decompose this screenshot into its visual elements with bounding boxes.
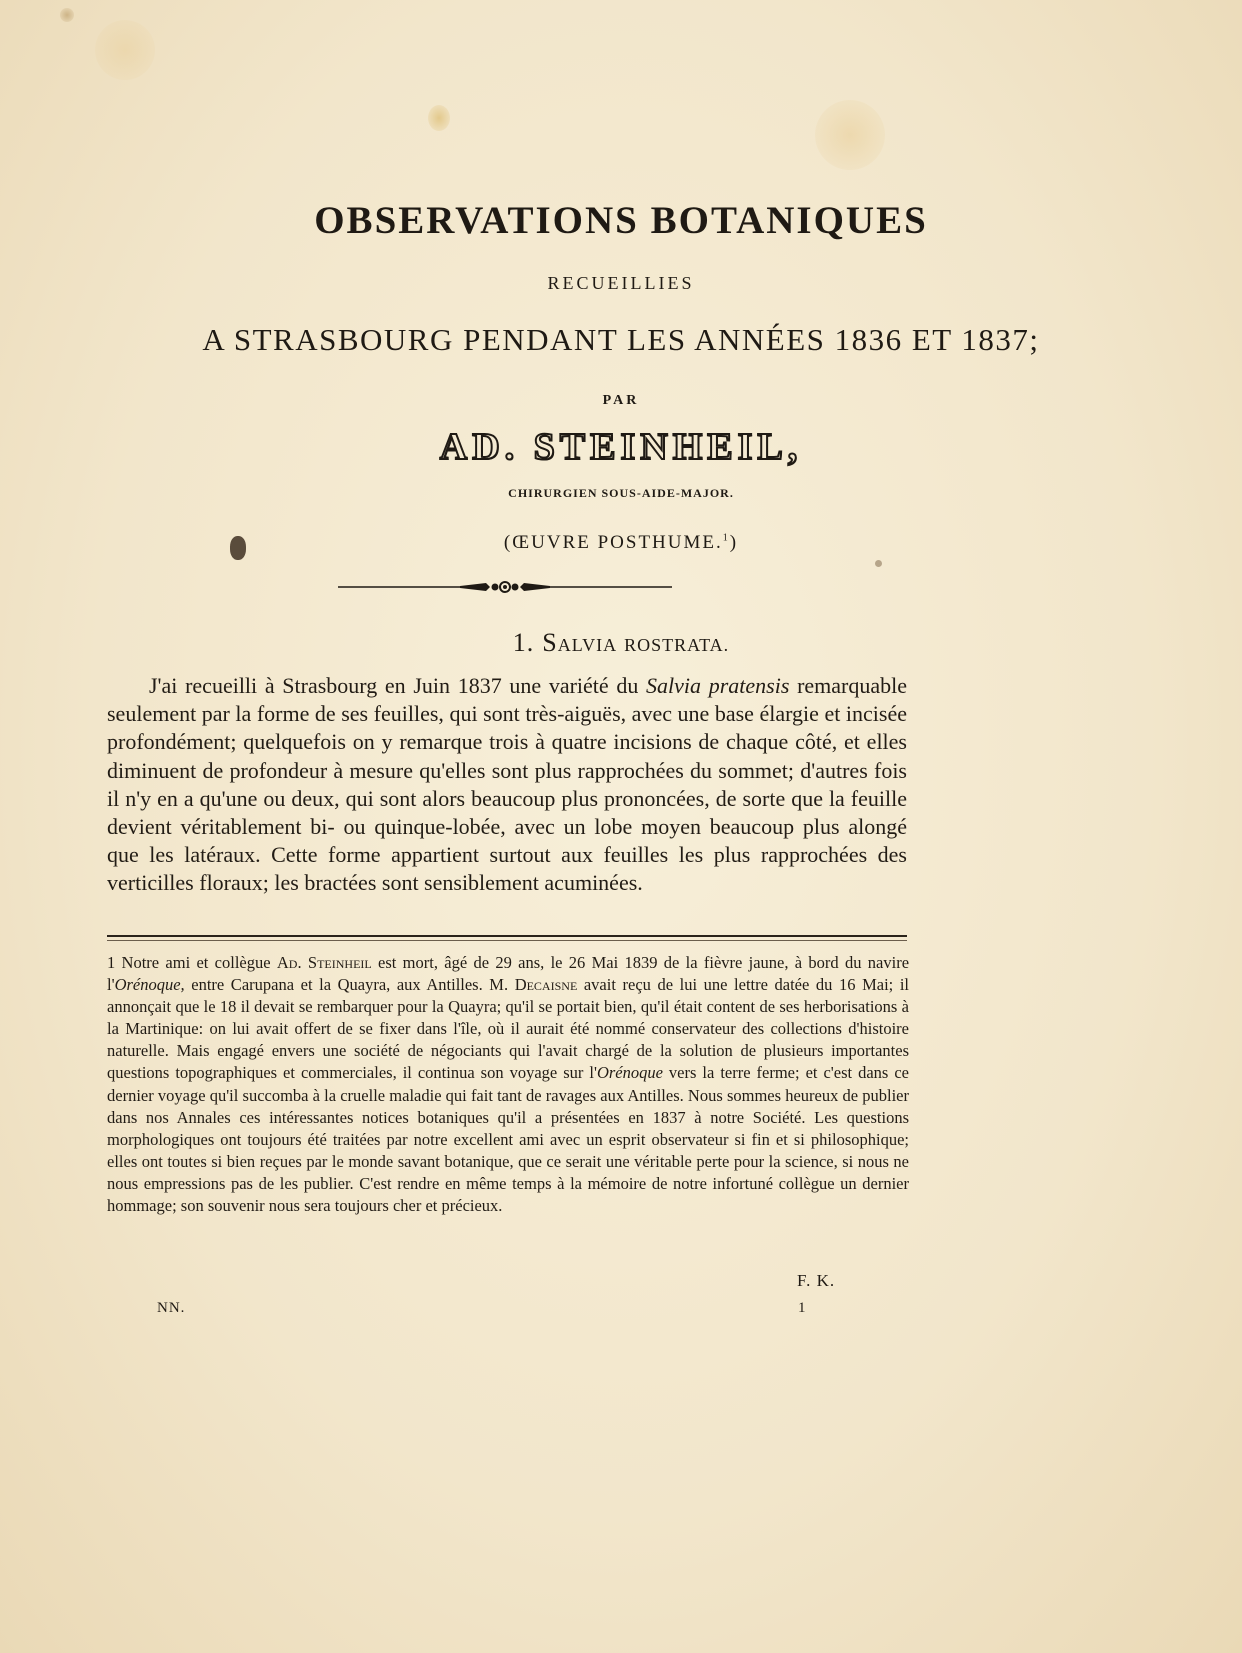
- footnote-ship-name: Orénoque,: [114, 975, 185, 995]
- footnote-rule: [107, 935, 907, 937]
- species-name: Salvia pratensis: [646, 673, 790, 698]
- footnote-signature: F. K.: [797, 1271, 836, 1290]
- posthumous-note: [0, 532, 1242, 554]
- footnote-rule: [107, 940, 907, 941]
- footnote-text-1: Notre ami et collègue: [115, 953, 277, 972]
- ornament-divider: [338, 577, 672, 597]
- body-paragraph: [107, 672, 907, 898]
- footnote-text-4: avait reçu de lui une lettre datée du 16 Mai; il annonçait que le 18 il devait se rembarquer pour la Quayra; qu'il se portait bien, qu'il était content de ses herborisations à la Martinique: on lui avait offert de se fixer dans l'île, où il aurait été nommé conservateur des collections d'histoire naturelle. Mais engagé envers une société de négociants qui l'avait chargé de la solution de plusieurs importantes questions topographiques et commerciales, il continua son voyage sur l': [107, 975, 909, 1083]
- body-text-2: remarquable seulement par la forme de ses feuilles, qui sont très-aiguës, avec une base élargie et incisée profondément; quelquefois on y remarque trois à quatre incisions de chaque côté, et elles diminuent de profondeur à mesure qu'elles sont plus rapprochées du sommet; d'autres fois il n'y en a qu'une ou deux, qui sont alors beaucoup plus prononcées, de sorte que la feuille devient véritablement bi- ou quinque-lobée, avec un lobe moyen beaucoup plus alongé que les latéraux. Cette forme appartient surtout aux feuilles les plus rapprochées des verticilles floraux; les bractées sont sensiblement acuminées.: [107, 673, 908, 896]
- section-title-species: ROSTRATA.: [624, 635, 730, 655]
- posthumous-close: ): [729, 532, 739, 553]
- section-number: 1.: [512, 628, 535, 657]
- page-number: 1: [798, 1300, 806, 1316]
- footnote: [107, 952, 909, 1217]
- footnote-name-decaisne: Decaisne: [514, 975, 578, 995]
- signature-mark: NN.: [157, 1300, 186, 1316]
- footnote-name-steinheil: Ad. Steinheil: [276, 953, 372, 972]
- footnote-text-5: vers la terre ferme; et c'est dans ce dernier voyage qu'il succomba à la cruelle maladie qui fait tant de ravages aux Antilles. Nous sommes heureux de publier dans nos Annales ces intéressantes notices botaniques qu'il a présentées en 1837 à notre Société. Les questions morphologiques ont toujours été traitées par notre excellent ami avec un esprit observateur si fin et si philosophique; elles ont toutes si bien reçues par le monde savant botanique, que ce serait une véritable perte pour la science, si nous ne nous empressions pas de les publier. C'est rendre en même temps à la mémoire de notre infortuné collègue un dernier hommage; son souvenir nous sera toujours cher et précieux.: [107, 1063, 909, 1216]
- paper-stain: [95, 20, 155, 80]
- paper-stain: [815, 100, 885, 170]
- subtitle-location: A STRASBOURG PENDANT LES ANNÉES 1836 ET 1837;: [202, 322, 1040, 357]
- subtitle-recueillies: RECUEILLIES: [547, 273, 695, 293]
- section-title-initial: S: [542, 628, 558, 657]
- footnote-number: 1: [107, 953, 116, 972]
- author-name: AD. STEINHEIL,: [439, 426, 803, 468]
- footnote-text-2: est mort, âgé de 29 ans, le 26 Mai 1839 de la fièvre jaune, à bord du navire l': [107, 953, 910, 995]
- ink-blot: [875, 560, 882, 567]
- page-title: OBSERVATIONS BOTANIQUES: [314, 199, 928, 242]
- footnote-mark[interactable]: 1: [722, 532, 730, 544]
- section-heading: [0, 628, 1242, 658]
- posthumous-label: (ŒUVRE POSTHUME.: [503, 532, 723, 553]
- footnote-river-name: Orénoque: [596, 1063, 663, 1083]
- footnote-text-3: entre Carupana et la Quayra, aux Antilles. M.: [184, 975, 515, 995]
- paper-stain: [60, 8, 74, 22]
- body-text-1: J'ai recueilli à Strasbourg en Juin 1837 une variété du: [149, 673, 647, 698]
- author-rank: CHIRURGIEN SOUS-AIDE-MAJOR.: [508, 486, 734, 500]
- section-title-genus: ALVIA: [557, 635, 618, 655]
- par-label: PAR: [602, 393, 640, 408]
- paper-stain: [428, 105, 450, 131]
